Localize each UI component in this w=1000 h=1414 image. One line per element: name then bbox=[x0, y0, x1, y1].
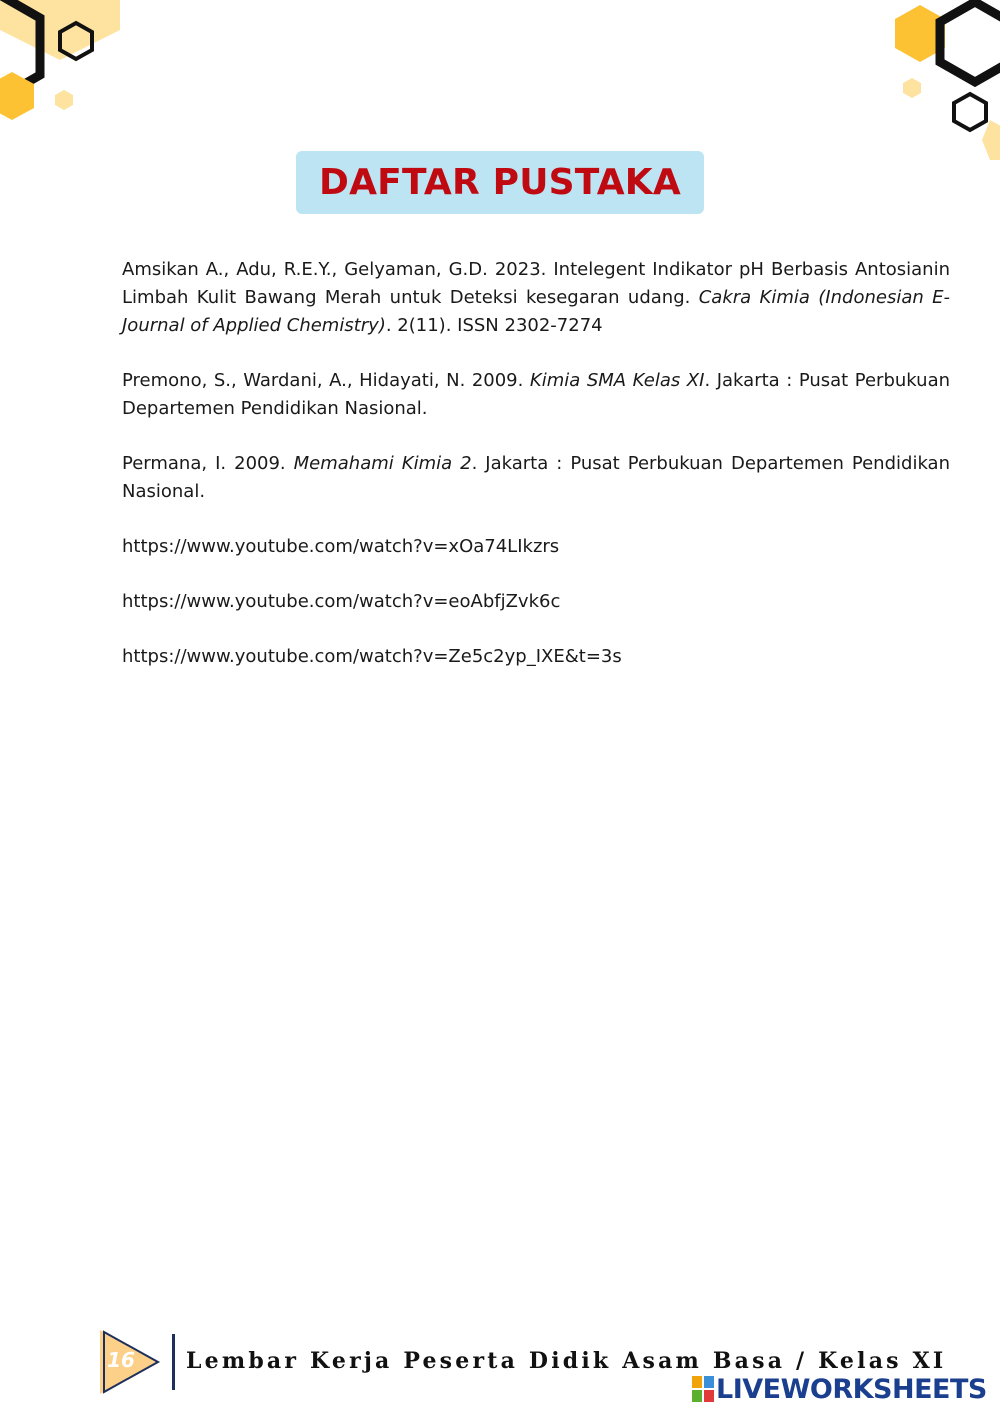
reference-text: . Jakarta : Pusat Perbukuan Departemen Pendidikan Nasional. bbox=[122, 370, 951, 419]
hexagon-decoration-top-left bbox=[0, 0, 140, 140]
page-title: DAFTAR PUSTAKA bbox=[319, 162, 681, 203]
watermark-text: LIVEWORKSHEETS bbox=[716, 1373, 987, 1405]
footer-title: Lembar Kerja Peserta Didik Asam Basa / Kelas XI bbox=[186, 1348, 947, 1374]
footer-divider bbox=[172, 1334, 175, 1390]
reference-link[interactable]: https://www.youtube.com/watch?v=eoAbfjZvk6c bbox=[122, 591, 561, 612]
reference-text: Premono, S., Wardani, A., Hidayati, N. 2009. bbox=[122, 370, 530, 391]
reference-text: . 2(11). ISSN 2302-7274 bbox=[385, 315, 603, 336]
reference-link[interactable]: https://www.youtube.com/watch?v=xOa74LIkzrs bbox=[122, 536, 560, 557]
liveworksheets-watermark[interactable] bbox=[692, 1372, 987, 1406]
reference-title-italic: Cakra Kimia (Indonesian E-Journal of Applied Chemistry) bbox=[122, 287, 950, 336]
reference-title-italic: Memahami Kimia 2 bbox=[293, 453, 472, 474]
hexagon-decoration-top-right bbox=[890, 0, 1000, 160]
liveworksheets-logo-icon bbox=[692, 1376, 714, 1402]
reference-text: . Jakarta : Pusat Perbukuan Departemen Pendidikan Nasional. bbox=[122, 453, 950, 502]
reference-item bbox=[122, 367, 950, 423]
reference-list bbox=[122, 256, 950, 698]
page-number: 16 bbox=[107, 1348, 135, 1372]
reference-item bbox=[122, 256, 950, 340]
reference-title-italic: Kimia SMA Kelas XI bbox=[529, 370, 705, 391]
reference-text: Amsikan A., Adu, R.E.Y., Gelyaman, G.D. 2023. Intelegent Indikator pH Berbasis Antosianin Limbah Kulit Bawang Merah untuk Deteksi kesegaran udang. bbox=[122, 259, 950, 308]
reference-text: Permana, I. 2009. bbox=[122, 453, 294, 474]
reference-link[interactable]: https://www.youtube.com/watch?v=Ze5c2yp_IXE&t=3s bbox=[122, 646, 622, 667]
reference-item bbox=[122, 450, 950, 506]
title-banner bbox=[296, 151, 704, 214]
